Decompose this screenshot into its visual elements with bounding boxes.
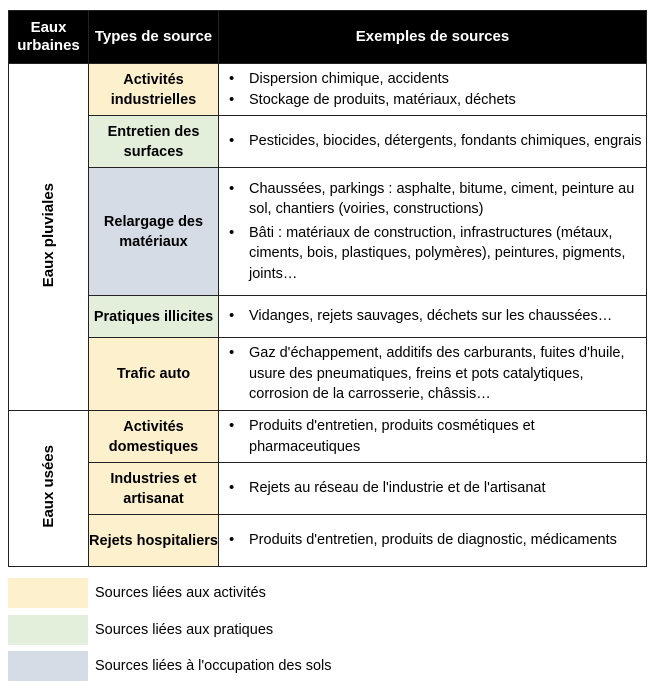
table-row <box>9 338 647 411</box>
source-type: Pratiques illicites <box>89 296 219 338</box>
table-row <box>9 64 647 116</box>
source-type: Activités domestiques <box>89 411 219 463</box>
example-item: • Stockage de produits, matériaux, déchets <box>249 90 646 111</box>
table-row <box>9 515 647 567</box>
legend-label: Sources liées aux activités <box>95 585 266 601</box>
table-row <box>9 296 647 338</box>
group-label: Eaux usées <box>40 445 57 528</box>
group-eaux-usees <box>9 411 89 567</box>
header-row <box>9 11 647 64</box>
source-type: Rejets hospitaliers <box>89 515 219 567</box>
source-examples <box>219 515 647 567</box>
source-type: Trafic auto <box>89 338 219 411</box>
group-eaux-pluviales <box>9 64 89 411</box>
example-item: • Pesticides, biocides, détergents, fondants chimiques, engrais <box>249 131 646 152</box>
example-item: • Dispersion chimique, accidents <box>249 69 646 90</box>
source-examples <box>219 116 647 168</box>
legend-pratiques <box>8 615 648 645</box>
legend-activites <box>8 578 648 608</box>
legend-swatch-occupation <box>8 651 88 681</box>
source-type: Entretien des surfaces <box>89 116 219 168</box>
example-item: • Chaussées, parkings : asphalte, bitume, ciment, peinture au sol, chantiers (voiries, constructions) <box>249 179 646 220</box>
source-examples <box>219 64 647 116</box>
header-eaux-urbaines: Eaux urbaines <box>9 11 89 64</box>
header-exemples-de-sources: Exemples de sources <box>219 11 647 64</box>
header-types-de-source: Types de source <box>89 11 219 64</box>
source-examples <box>219 463 647 515</box>
table-row <box>9 411 647 463</box>
legend-swatch-pratiques <box>8 615 88 645</box>
example-item: • Gaz d'échappement, additifs des carburants, fuites d'huile, usure des pneumatiques, freins et pots catalytiques, corrosion de la carrosserie, châssis… <box>249 343 646 405</box>
sources-table <box>8 10 647 567</box>
source-type: Activités industrielles <box>89 64 219 116</box>
group-label: Eaux pluviales <box>40 182 57 288</box>
source-type: Industries et artisanat <box>89 463 219 515</box>
legend-label: Sources liées à l'occupation des sols <box>95 658 332 674</box>
legend-swatch-activites <box>8 578 88 608</box>
example-item: • Rejets au réseau de l'industrie et de l'artisanat <box>249 478 646 499</box>
source-type: Relargage des matériaux <box>89 168 219 296</box>
source-examples <box>219 411 647 463</box>
legend-label: Sources liées aux pratiques <box>95 622 274 638</box>
table-row <box>9 168 647 296</box>
source-examples <box>219 338 647 411</box>
example-item: • Produits d'entretien, produits de diagnostic, médicaments <box>249 530 646 551</box>
legend-occupation <box>8 651 648 681</box>
table-row <box>9 463 647 515</box>
source-examples <box>219 296 647 338</box>
table-row <box>9 116 647 168</box>
example-item: • Bâti : matériaux de construction, infrastructures (métaux, ciments, bois, plastiques, polymères), peintures, pigments, joints… <box>249 223 646 285</box>
source-examples <box>219 168 647 296</box>
example-item: • Produits d'entretien, produits cosmétiques et pharmaceutiques <box>249 416 646 457</box>
example-item: • Vidanges, rejets sauvages, déchets sur les chaussées… <box>249 306 646 327</box>
